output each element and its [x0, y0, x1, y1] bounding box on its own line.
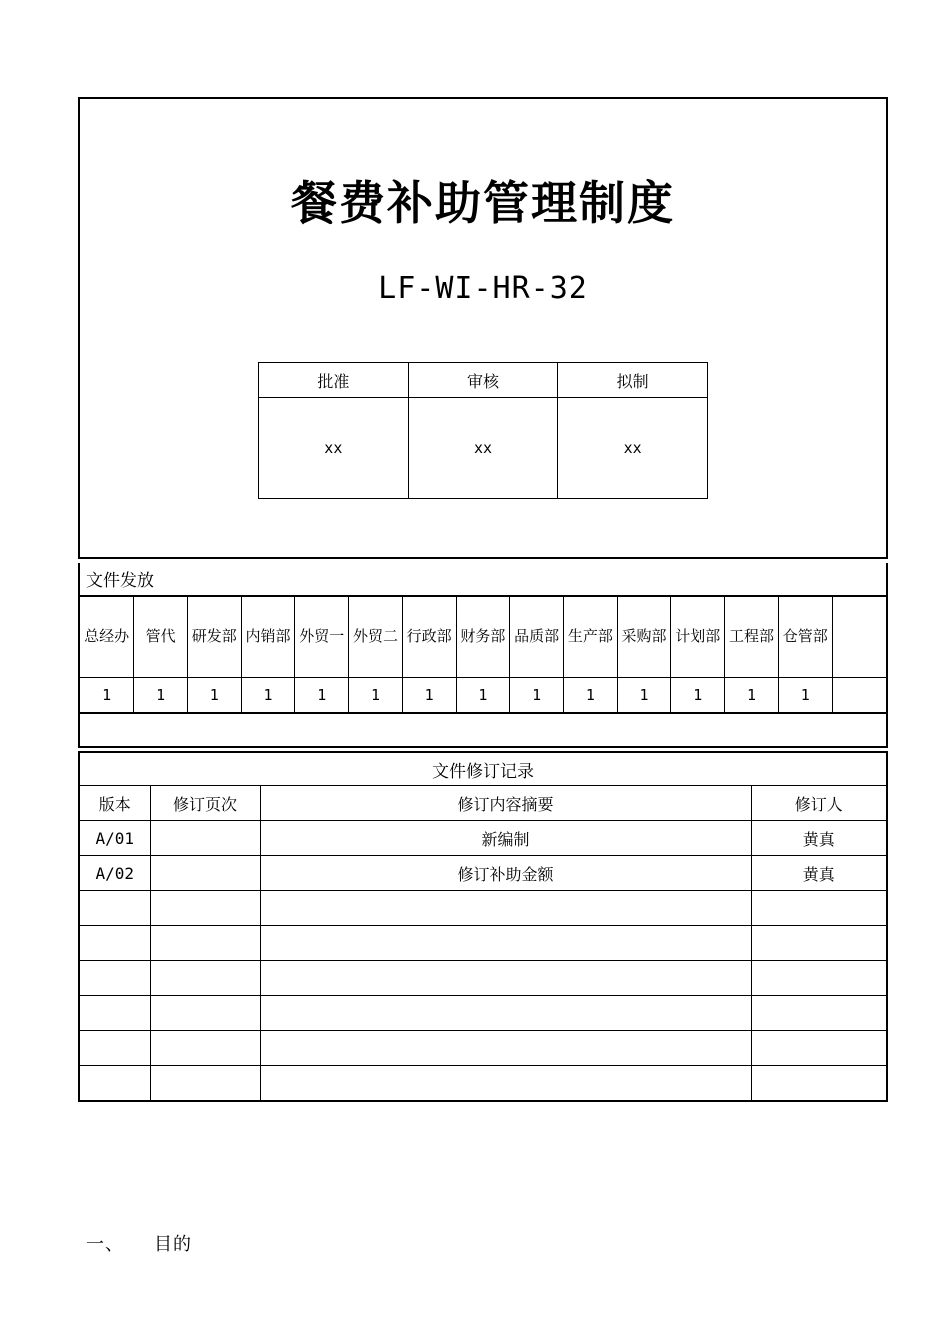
dept-cell: 工程部: [725, 597, 779, 678]
approval-header-row: [259, 363, 708, 398]
revision-author: 黄真: [751, 856, 886, 891]
table-row: [80, 891, 886, 926]
count-cell: 1: [295, 678, 349, 713]
revision-caption-row: [80, 753, 886, 786]
distribution-count-row: [80, 678, 886, 713]
table-row: [80, 926, 886, 961]
revision-table: [80, 753, 886, 1100]
approval-header-draft: 拟制: [558, 363, 708, 398]
dept-cell: 品质部: [510, 597, 564, 678]
revision-header-pages: 修订页次: [150, 786, 260, 821]
count-cell: 1: [80, 678, 134, 713]
approval-value-approve: xx: [259, 398, 409, 499]
dept-cell: 外贸二: [349, 597, 403, 678]
dept-cell: 行政部: [402, 597, 456, 678]
dept-cell: 生产部: [563, 597, 617, 678]
dept-cell: 采购部: [617, 597, 671, 678]
revision-pages: [150, 1066, 260, 1101]
count-cell: 1: [671, 678, 725, 713]
revision-version: [80, 961, 150, 996]
revision-header-version: 版本: [80, 786, 150, 821]
table-row: [80, 1031, 886, 1066]
revision-header-author: 修订人: [751, 786, 886, 821]
revision-author: [751, 961, 886, 996]
revision-pages: [150, 1031, 260, 1066]
revision-author: 黄真: [751, 821, 886, 856]
count-cell: 1: [402, 678, 456, 713]
count-cell: 1: [725, 678, 779, 713]
revision-header-row: [80, 786, 886, 821]
approval-value-draft: xx: [558, 398, 708, 499]
dept-cell: 研发部: [187, 597, 241, 678]
count-cell: 1: [241, 678, 295, 713]
cover-box: [78, 97, 888, 559]
revision-summary: [260, 961, 751, 996]
revision-summary: 修订补助金额: [260, 856, 751, 891]
section-number: 一、: [86, 1234, 124, 1254]
revision-version: A/02: [80, 856, 150, 891]
revision-author: [751, 1066, 886, 1101]
count-cell: 1: [563, 678, 617, 713]
revision-author: [751, 891, 886, 926]
dept-cell: 总经办: [80, 597, 134, 678]
distribution-department-row: [80, 597, 886, 678]
revision-pages: [150, 891, 260, 926]
revision-author: [751, 1031, 886, 1066]
approval-header-approve: 批准: [259, 363, 409, 398]
revision-summary: [260, 1066, 751, 1101]
distribution-block: [78, 563, 888, 748]
revision-pages: [150, 961, 260, 996]
dept-cell: 管代: [134, 597, 188, 678]
revision-pages: [150, 856, 260, 891]
table-row: [80, 856, 886, 891]
count-cell: 1: [349, 678, 403, 713]
table-row: [80, 996, 886, 1031]
approval-value-review: xx: [408, 398, 558, 499]
revision-summary: [260, 891, 751, 926]
section-label: 目的: [154, 1234, 192, 1254]
table-row: [80, 1066, 886, 1101]
table-row: [80, 821, 886, 856]
distribution-footer-spacer: [80, 713, 886, 746]
revision-block: [78, 751, 888, 1102]
revision-author: [751, 926, 886, 961]
section-heading: [86, 1230, 192, 1256]
dept-cell: 内销部: [241, 597, 295, 678]
revision-pages: [150, 821, 260, 856]
approval-value-row: [259, 398, 708, 499]
dept-cell: 计划部: [671, 597, 725, 678]
document-code: LF-WI-HR-32: [378, 271, 588, 306]
count-cell: 1: [187, 678, 241, 713]
revision-header-summary: 修订内容摘要: [260, 786, 751, 821]
page-title: 餐费补助管理制度: [291, 178, 675, 229]
dept-cell-empty: [832, 597, 886, 678]
revision-version: [80, 1066, 150, 1101]
count-cell: 1: [134, 678, 188, 713]
dept-cell: 外贸一: [295, 597, 349, 678]
revision-summary: [260, 996, 751, 1031]
revision-pages: [150, 926, 260, 961]
revision-version: [80, 1031, 150, 1066]
distribution-table: [80, 596, 886, 713]
dept-cell: 财务部: [456, 597, 510, 678]
approval-header-review: 审核: [408, 363, 558, 398]
dept-cell: 仓管部: [778, 597, 832, 678]
count-cell-empty: [832, 678, 886, 713]
revision-version: A/01: [80, 821, 150, 856]
count-cell: 1: [456, 678, 510, 713]
revision-summary: [260, 926, 751, 961]
count-cell: 1: [778, 678, 832, 713]
revision-version: [80, 891, 150, 926]
count-cell: 1: [510, 678, 564, 713]
count-cell: 1: [617, 678, 671, 713]
revision-author: [751, 996, 886, 1031]
table-row: [80, 961, 886, 996]
revision-caption: 文件修订记录: [80, 753, 886, 786]
revision-summary: [260, 1031, 751, 1066]
revision-version: [80, 926, 150, 961]
approval-table: [258, 362, 708, 499]
revision-version: [80, 996, 150, 1031]
revision-summary: 新编制: [260, 821, 751, 856]
distribution-caption: 文件发放: [80, 563, 886, 596]
revision-pages: [150, 996, 260, 1031]
